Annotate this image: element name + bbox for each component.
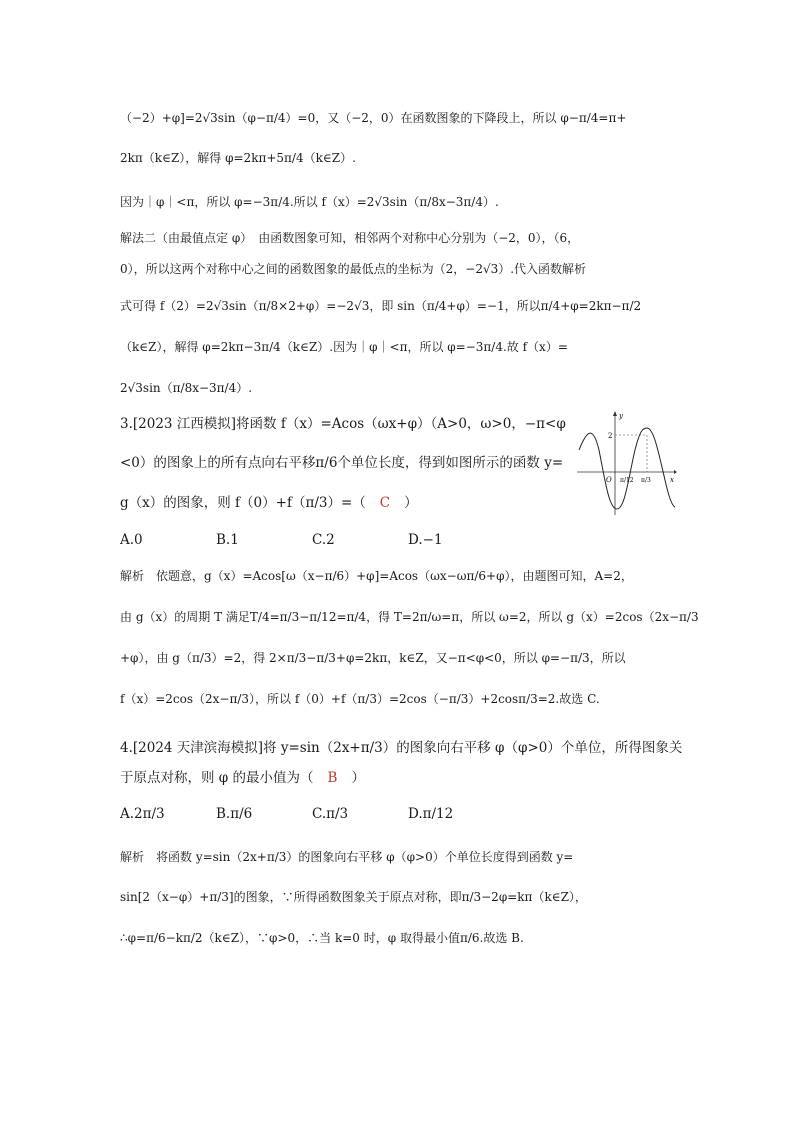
question-4-paren-close: ） <box>351 770 365 786</box>
max-value-label: 2 <box>608 432 613 440</box>
question-4-analysis-3: ∴φ=π/6−kπ/2（k∈Z），∵φ>0，∴当 k=0 时，φ 取得最小值π/6.故选 B. <box>120 931 524 945</box>
solution-line-1: （−2）+φ]=2√3sin（φ−π/4）=0，又（−2，0）在函数图象的下降段上，所以 φ−π/4=π+ <box>120 111 627 125</box>
question-4-analysis-1: 解析 将函数 y=sin（2x+π/3）的图象向右平移 φ（φ>0）个单位长度得到函数 y= <box>120 850 574 864</box>
method-two-line-5: 2√3sin（π/8x−3π/4）. <box>120 381 253 395</box>
question-4-answer: B <box>327 770 338 786</box>
cosine-graph-figure <box>577 410 677 515</box>
method-two-line-3: 式可得 f（2）=2√3sin（π/8×2+φ）=−2√3，即 sin（π/4+φ）=−1，所以π/4+φ=2kπ−π/2 <box>120 299 642 313</box>
question-4-stem-end: 于原点对称，则 φ 的最小值为（ <box>120 770 314 786</box>
question-3-analysis-2: 由 g（x）的周期 T 满足T/4=π/3−π/12=π/4，得 T=2π/ω=π，所以 ω=2，所以 g（x）=2cos（2x−π/3 <box>120 610 699 624</box>
question-3-stem-end: g（x）的图象，则 f（0）+f（π/3）=（ <box>120 495 366 511</box>
tick-pi-over-12: π/12 <box>620 477 634 484</box>
question-3-analysis-3: +φ），由 g（π/3）=2，得 2×π/3−π/3+φ=2kπ，k∈Z，又−π<φ<0，所以 φ=−π/3，所以 <box>120 651 626 665</box>
question-3-analysis-1: 解析 依题意，g（x）=Acos[ω（x−π/6）+φ]=Acos（ωx−ωπ/6+φ），由题图可知，A=2， <box>120 569 633 583</box>
question-3-analysis-4: f（x）=2cos（2x−π/3），所以 f（0）+f（π/3）=2cos（−π/3）+2cosπ/3=2.故选 C. <box>120 692 600 706</box>
question-3-option-d: D.−1 <box>408 532 443 548</box>
question-3-option-b: B.1 <box>216 532 239 548</box>
y-axis-label: y <box>619 412 623 420</box>
x-axis-arrow <box>674 470 677 474</box>
question-4-option-c: C.π/3 <box>312 806 349 822</box>
question-3-option-a: A.0 <box>120 532 143 548</box>
method-two-line-1: 解法二（由最值点定 φ） 由函数图象可知，相邻两个对称中心分别为（−2，0），（6， <box>120 231 580 245</box>
question-4-analysis-2: sin[2（x−φ）+π/3]的图象，∵所得函数图象关于原点对称，即π/3−2φ=kπ（k∈Z）， <box>120 890 587 904</box>
tick-pi-over-3: π/3 <box>641 477 651 484</box>
solution-line-3: 因为｜φ｜<π，所以 φ=−3π/4.所以 f（x）=2√3sin（π/8x−3π/4）. <box>120 195 499 209</box>
solution-line-2: 2kπ（k∈Z），解得 φ=2kπ+5π/4（k∈Z）. <box>120 151 356 165</box>
method-two-line-4: （k∈Z），解得 φ=2kπ−3π/4（k∈Z）.因为｜φ｜<π，所以 φ=−3π/4.故 f（x）= <box>120 340 568 354</box>
y-axis-arrow <box>613 411 617 416</box>
question-4-option-b: B.π/6 <box>216 806 253 822</box>
question-3-option-c: C.2 <box>312 532 335 548</box>
question-3-paren-close: ） <box>404 495 418 511</box>
question-3-line-1: 3.[2023 江西模拟]将函数 f（x）=Acos（ωx+φ）（A>0，ω>0，−π<φ <box>120 416 566 432</box>
question-4-line-2 <box>120 768 365 788</box>
x-axis-label: x <box>670 476 674 484</box>
question-3-line-3 <box>120 493 418 513</box>
curve <box>579 428 675 509</box>
question-4-line-1: 4.[2024 天津滨海模拟]将 y=sin（2x+π/3）的图象向右平移 φ（φ>0）个单位，所得图象关 <box>120 740 683 756</box>
question-4-option-a: A.2π/3 <box>120 806 165 822</box>
origin-label: O <box>606 476 612 484</box>
question-3-line-2: <0）的图象上的所有点向右平移π/6个单位长度，得到如图所示的函数 y= <box>120 455 564 471</box>
question-3-answer: C <box>379 495 391 511</box>
question-4-option-d: D.π/12 <box>408 806 454 822</box>
method-two-line-2: 0），所以这两个对称中心之间的函数图象的最低点的坐标为（2，−2√3）.代入函数解析 <box>120 262 587 276</box>
